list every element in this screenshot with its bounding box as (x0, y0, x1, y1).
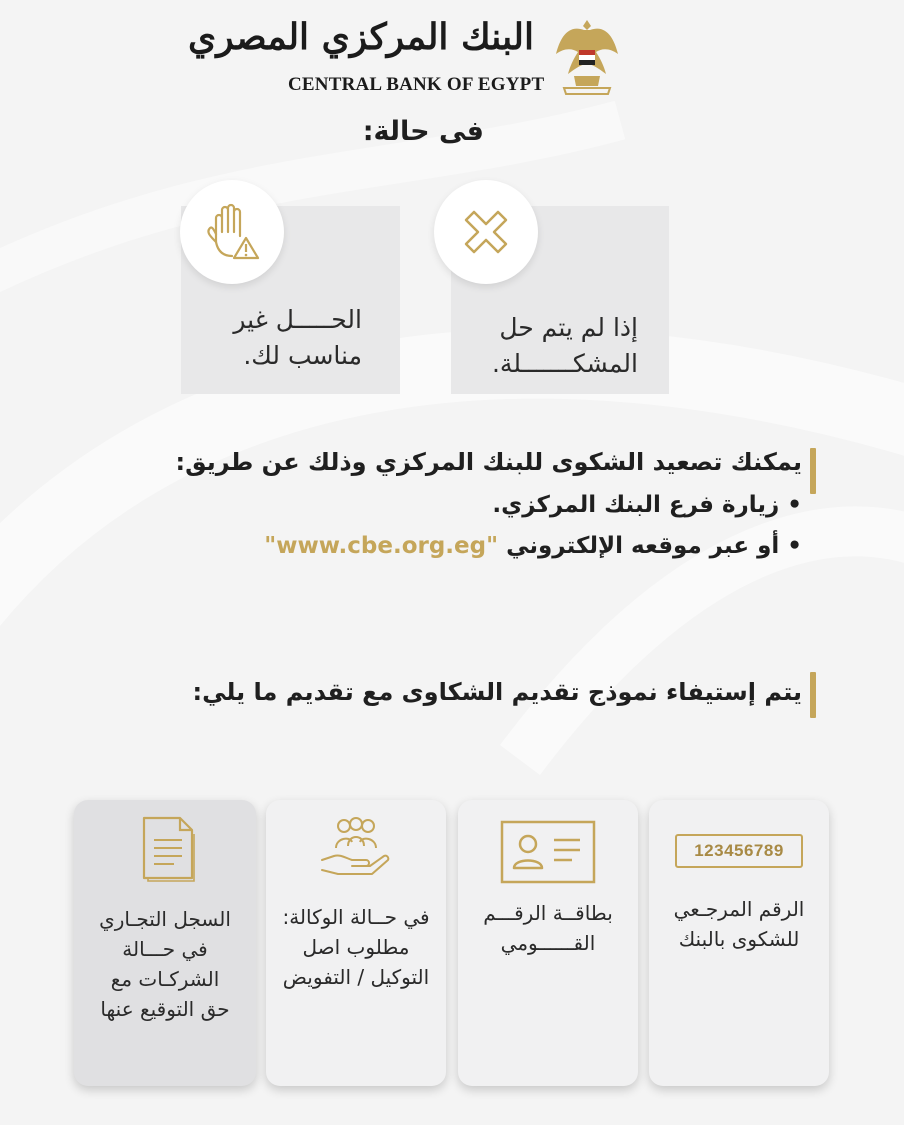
case-text-unresolved: إذا لم يتم حل المشكـــــــلة. (491, 313, 638, 378)
req-text: الرقم المرجـعي للشكوى بالبنك (673, 897, 805, 951)
req-card-national-id (458, 800, 638, 1086)
bullet-visit-branch: • زيارة فرع البنك المركزي. (492, 492, 802, 518)
logo-arabic: البنك المركزي المصري (188, 16, 534, 58)
req-card-commercial-register (74, 800, 256, 1086)
req-text: في حــالة الوكالة: مطلوب اصل التوكيل / التفويض (282, 905, 430, 989)
eagle-emblem-icon (554, 14, 620, 98)
req-text: السجل التجـاري في حـــالة الشركـات مع حق التوقيع عنها (99, 907, 231, 1021)
reference-number-icon: 123456789 (675, 834, 803, 868)
section-accent-bar (810, 448, 816, 494)
escalation-heading: يمكنك تصعيد الشكوى للبنك المركزي وذلك عن طريق: (175, 448, 802, 476)
req-text: بطاقــة الرقـــم القــــــومي (483, 901, 613, 955)
logo-english: CENTRAL BANK OF EGYPT (288, 74, 545, 95)
req-card-reference-number (649, 800, 829, 1086)
hand-warning-circle (180, 180, 284, 284)
x-icon (456, 202, 516, 262)
raised-hand-warning-icon (202, 202, 262, 262)
bullet-website: • أو عبر موقعه الإلكتروني "www.cbe.org.eg" (264, 533, 802, 559)
x-icon-circle (434, 180, 538, 284)
case-title: فى حالة: (362, 116, 484, 147)
requirements-heading: يتم إستيفاء نموذج تقديم الشكاوى مع تقديم ما يلي: (192, 678, 802, 706)
hand-people-icon (318, 816, 394, 880)
id-card-icon (500, 820, 596, 884)
website-link[interactable]: "www.cbe.org.eg" (264, 533, 499, 559)
document-icon (142, 816, 196, 882)
req-card-power-of-attorney (266, 800, 446, 1086)
case-text-unsuitable: الحـــــل غير مناسب لك. (233, 305, 362, 370)
bank-logo (188, 14, 620, 98)
section-accent-bar (810, 672, 816, 718)
